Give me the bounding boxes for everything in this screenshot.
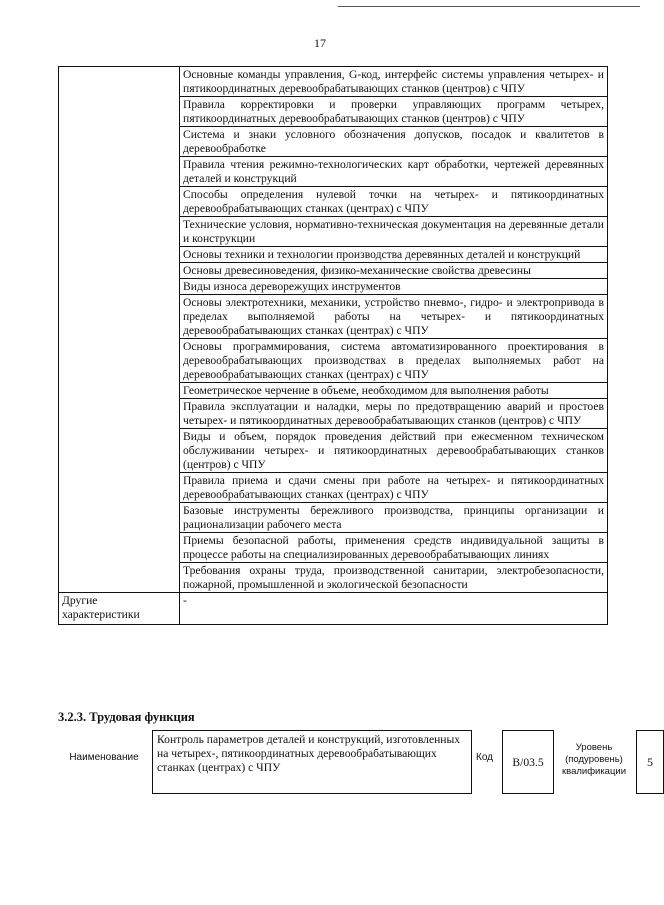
- requirement-item: Приемы безопасной работы, применения средств индивидуальной защиты в процессе работы на специализированных деревообрабатывающих линиях: [180, 533, 608, 563]
- table-row: [59, 67, 608, 97]
- requirement-item: Основы техники и технологии производства деревянных деталей и конструкций: [180, 247, 608, 263]
- name-value: Контроль параметров деталей и конструкций, изготовленных на четырех-, пятикоординатных деревообрабатывающих станках (центрах) с ЧПУ: [152, 730, 472, 794]
- table-row: [59, 593, 608, 625]
- requirement-item: Способы определения нулевой точки на четырех- и пятикоординатных деревообрабатывающих станках (центрах) с ЧПУ: [180, 187, 608, 217]
- requirement-item: Правила корректировки и проверки управляющих программ четырех, пятикоординатных деревообрабатывающих станков (центров) с ЧПУ: [180, 97, 608, 127]
- requirement-item: Требования охраны труда, производственной санитарии, электробезопасности, пожарной, промышленной и экологической безопасности: [180, 563, 608, 593]
- other-characteristics-value: -: [180, 593, 608, 625]
- name-label: Наименование: [69, 752, 139, 763]
- page-number: 17: [314, 36, 326, 50]
- requirement-item: Виды износа дереворежущих инструментов: [180, 279, 608, 295]
- level-label: Уровень (подуровень) квалификации: [561, 742, 627, 777]
- requirement-item: Базовые инструменты бережливого производства, принципы организации и рационализации рабочего места: [180, 503, 608, 533]
- level-value: 5: [636, 730, 664, 794]
- section-heading: 3.2.3. Трудовая функция: [58, 710, 195, 724]
- requirement-item: Основы древесиноведения, физико-механические свойства древесины: [180, 263, 608, 279]
- code-label: Код: [476, 752, 494, 763]
- requirement-item: Правила приема и сдачи смены при работе на четырех- и пятикоординатных деревообрабатывающих станках (центрах) с ЧПУ: [180, 473, 608, 503]
- requirement-item: Виды и объем, порядок проведения действий при ежесменном техническом обслуживании четырех- и пятикоординатных деревообрабатывающих станков (центров) с ЧПУ: [180, 429, 608, 473]
- top-rule: [338, 6, 640, 7]
- requirement-item: Основы электротехники, механики, устройство пневмо-, гидро- и электропривода в пределах выполняемой работы на четырех- и пятикоординатных деревообрабатывающих станках (центрах) с ЧПУ: [180, 295, 608, 339]
- requirement-item: Система и знаки условного обозначения допусков, посадок и квалитетов в деревообработке: [180, 127, 608, 157]
- requirement-item: Технические условия, нормативно-техническая документация на деревянные детали и конструкции: [180, 217, 608, 247]
- requirement-item: Основы программирования, система автоматизированного проектирования в деревообрабатывающих производствах в пределах выполняемых работ на деревообрабатывающих станках (центрах) с ЧПУ: [180, 339, 608, 383]
- code-value: B/03.5: [502, 730, 554, 794]
- requirement-item: Геометрическое черчение в объеме, необходимом для выполнения работы: [180, 383, 608, 399]
- labor-function-block: [58, 730, 653, 794]
- category-label-cell: [59, 67, 180, 593]
- requirement-item: Правила эксплуатации и наладки, меры по предотвращению аварий и простоев четырех- и пятикоординатных деревообрабатывающих станков (центров) с ЧПУ: [180, 399, 608, 429]
- requirement-item: Основные команды управления, G-код, интерфейс системы управления четырех- и пятикоординатных деревообрабатывающих станков (центров) с ЧПУ: [180, 67, 608, 97]
- requirement-item: Правила чтения режимно-технологических карт обработки, чертежей деревянных деталей и конструкций: [180, 157, 608, 187]
- requirements-table: [58, 66, 608, 625]
- other-characteristics-label: Другие характеристики: [59, 593, 180, 625]
